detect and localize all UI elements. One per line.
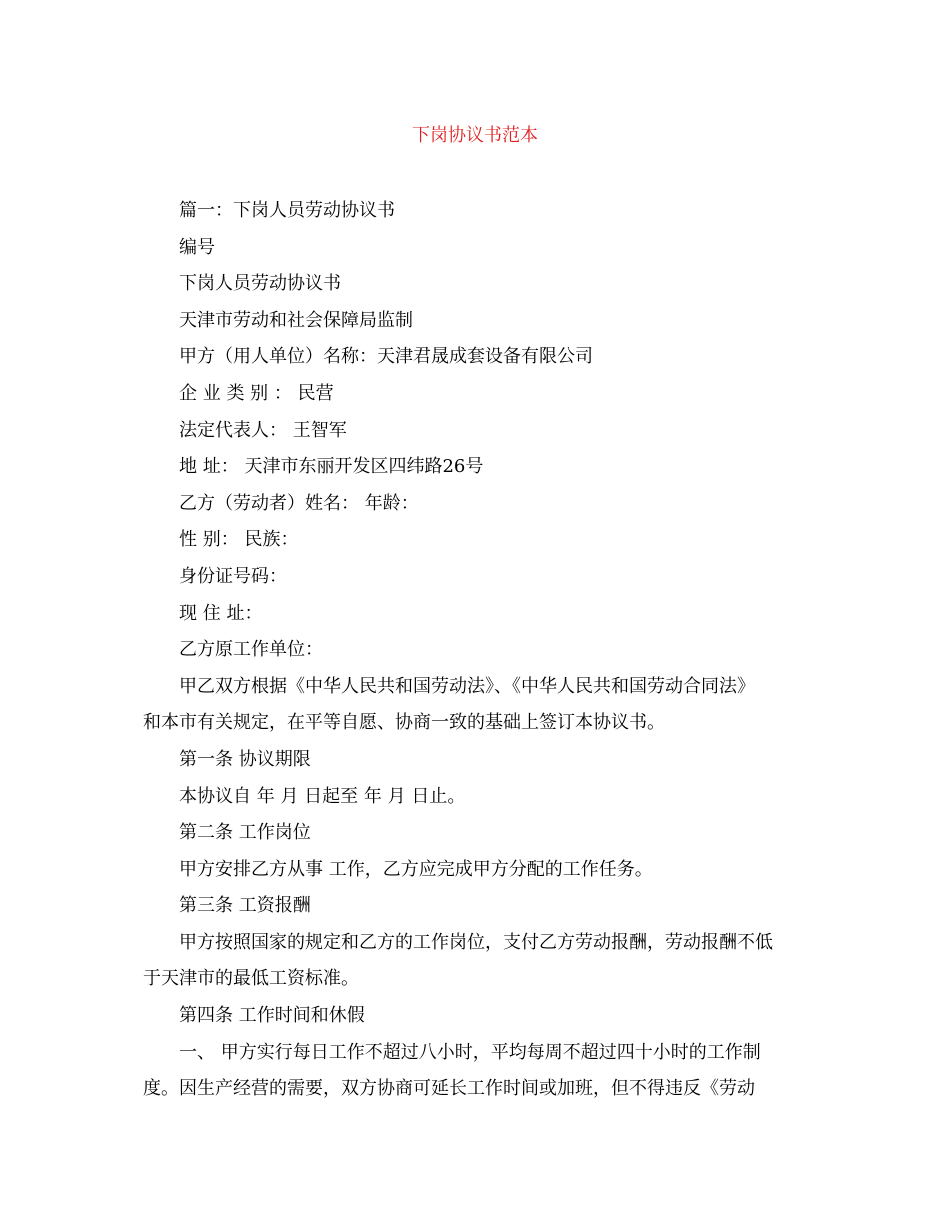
article-1-text: 本协议自 年 月 日起至 年 月 日止。 [179,785,466,807]
article-2-heading: 第二条 工作岗位 [179,822,311,844]
gender-ethnicity: 性 别： 民族： [179,529,299,551]
party-a-name: 甲方（用人单位）名称：天津君晟成套设备有限公司 [179,346,593,368]
article-1-heading: 第一条 协议期限 [179,748,311,770]
section-heading: 篇一：下岗人员劳动协议书 [179,200,395,221]
document-title: 下岗协议书范本 [412,125,538,146]
article-2-text: 甲方安排乙方从事 工作，乙方应完成甲方分配的工作任务。 [179,858,653,880]
article-3-text-line-2: 于天津市的最低工资标准。 [143,968,359,990]
address: 地 址： 天津市东丽开发区四纬路26号 [179,456,484,478]
preamble-line-1: 甲乙双方根据《中华人民共和国劳动法》、《中华人民共和国劳动合同法》 [179,675,755,697]
former-employer: 乙方原工作单位： [179,639,323,661]
article-4-text-line-1: 一、 甲方实行每日工作不超过八小时，平均每周不超过四十小时的工作制 [179,1041,761,1063]
party-b-name-age: 乙方（劳动者）姓名： 年龄： [179,492,419,514]
article-3-heading: 第三条 工资报酬 [179,895,311,917]
preamble-line-2: 和本市有关规定，在平等自愿、协商一致的基础上签订本协议书。 [143,712,665,734]
article-3-text-line-1: 甲方按照国家的规定和乙方的工作岗位，支付乙方劳动报酬，劳动报酬不低 [179,931,773,953]
article-4-text-line-2: 度。因生产经营的需要，双方协商可延长工作时间或加班，但不得违反《劳动 [143,1078,755,1100]
article-4-heading: 第四条 工作时间和休假 [179,1005,365,1027]
agreement-name: 下岗人员劳动协议书 [179,273,341,295]
id-number: 身份证号码： [179,565,287,587]
legal-representative: 法定代表人： 王智军 [179,419,347,441]
current-address: 现 住 址： [179,602,263,624]
supervising-authority: 天津市劳动和社会保障局监制 [179,309,413,331]
doc-number-label: 编号 [179,236,215,258]
enterprise-type: 企 业 类 别 ： 民营 [179,382,334,404]
document-body [143,193,808,1108]
